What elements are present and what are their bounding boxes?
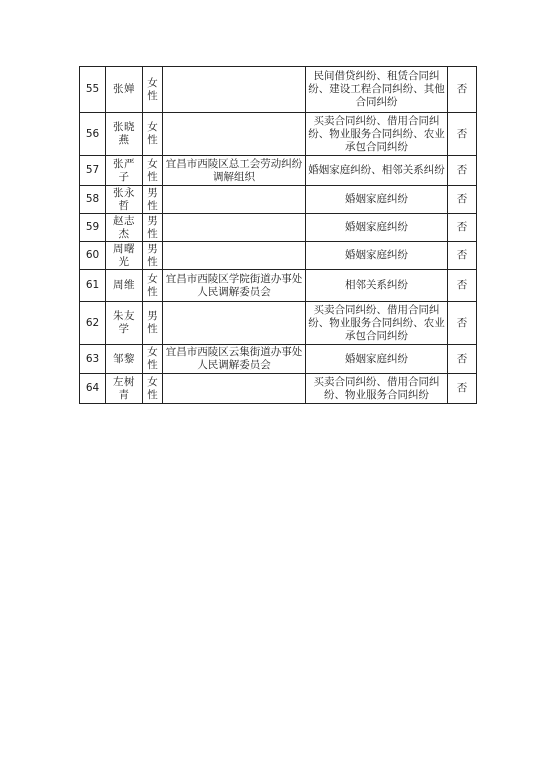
mediation-organization [163, 186, 306, 214]
yes-no-flag: 否 [448, 67, 477, 113]
mediation-organization [163, 214, 306, 242]
yes-no-flag: 否 [448, 156, 477, 186]
row-number: 61 [80, 270, 106, 302]
row-number: 58 [80, 186, 106, 214]
table-row [80, 242, 477, 270]
yes-no-flag: 否 [448, 113, 477, 156]
mediator-name: 周曙光 [106, 242, 143, 270]
mediator-gender: 女性 [143, 156, 163, 186]
table-row [80, 214, 477, 242]
row-number: 62 [80, 302, 106, 345]
mediator-name: 张永哲 [106, 186, 143, 214]
yes-no-flag: 否 [448, 270, 477, 302]
dispute-scope: 婚姻家庭纠纷 [306, 214, 448, 242]
mediator-name: 邹黎 [106, 345, 143, 374]
dispute-scope: 买卖合同纠纷、借用合同纠纷、物业服务合同纠纷、农业承包合同纠纷 [306, 113, 448, 156]
row-number: 60 [80, 242, 106, 270]
table-row [80, 270, 477, 302]
mediation-organization [163, 374, 306, 404]
mediator-name: 周维 [106, 270, 143, 302]
mediator-name: 朱友学 [106, 302, 143, 345]
dispute-scope: 相邻关系纠纷 [306, 270, 448, 302]
table-row [80, 67, 477, 113]
mediation-organization: 宜昌市西陵区学院街道办事处人民调解委员会 [163, 270, 306, 302]
row-number: 64 [80, 374, 106, 404]
mediator-gender: 女性 [143, 270, 163, 302]
table-row [80, 186, 477, 214]
table-row [80, 345, 477, 374]
row-number: 56 [80, 113, 106, 156]
mediator-gender: 男性 [143, 186, 163, 214]
mediator-name: 左树青 [106, 374, 143, 404]
table-row [80, 302, 477, 345]
mediation-organization [163, 113, 306, 156]
mediation-organization: 宜昌市西陵区云集街道办事处人民调解委员会 [163, 345, 306, 374]
table-row [80, 156, 477, 186]
yes-no-flag: 否 [448, 302, 477, 345]
dispute-scope: 婚姻家庭纠纷 [306, 186, 448, 214]
mediator-gender: 男性 [143, 242, 163, 270]
dispute-scope: 婚姻家庭纠纷 [306, 345, 448, 374]
mediator-gender: 女性 [143, 113, 163, 156]
mediator-name: 张严子 [106, 156, 143, 186]
mediator-gender: 男性 [143, 302, 163, 345]
yes-no-flag: 否 [448, 242, 477, 270]
yes-no-flag: 否 [448, 186, 477, 214]
yes-no-flag: 否 [448, 374, 477, 404]
mediator-gender: 女性 [143, 67, 163, 113]
mediator-gender: 男性 [143, 214, 163, 242]
mediator-name: 张婵 [106, 67, 143, 113]
row-number: 55 [80, 67, 106, 113]
mediation-organization [163, 67, 306, 113]
yes-no-flag: 否 [448, 345, 477, 374]
row-number: 63 [80, 345, 106, 374]
row-number: 59 [80, 214, 106, 242]
dispute-scope: 婚姻家庭纠纷 [306, 242, 448, 270]
mediator-roster-table [79, 66, 477, 404]
dispute-scope: 民间借贷纠纷、租赁合同纠纷、建设工程合同纠纷、其他合同纠纷 [306, 67, 448, 113]
table-row [80, 374, 477, 404]
dispute-scope: 婚姻家庭纠纷、相邻关系纠纷 [306, 156, 448, 186]
mediator-name: 张晓燕 [106, 113, 143, 156]
yes-no-flag: 否 [448, 214, 477, 242]
mediation-organization [163, 242, 306, 270]
mediation-organization [163, 302, 306, 345]
mediator-gender: 女性 [143, 374, 163, 404]
row-number: 57 [80, 156, 106, 186]
dispute-scope: 买卖合同纠纷、借用合同纠纷、物业服务合同纠纷、农业承包合同纠纷 [306, 302, 448, 345]
mediator-name: 赵志杰 [106, 214, 143, 242]
dispute-scope: 买卖合同纠纷、借用合同纠纷、物业服务合同纠纷 [306, 374, 448, 404]
table-row [80, 113, 477, 156]
mediator-gender: 女性 [143, 345, 163, 374]
mediation-organization: 宜昌市西陵区总工会劳动纠纷调解组织 [163, 156, 306, 186]
